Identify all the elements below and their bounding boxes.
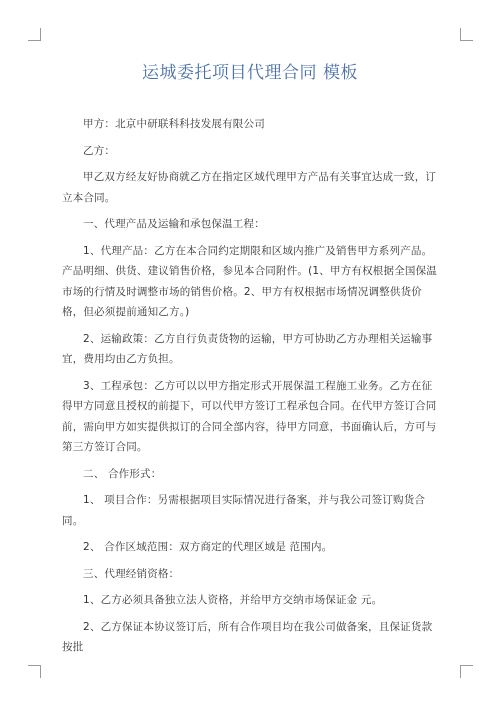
crop-mark-top-right xyxy=(460,28,473,41)
party-b-line: 乙方： xyxy=(83,144,116,157)
party-a-line: 甲方：北京中研联科科技发展有限公司 xyxy=(83,118,265,130)
clause-3-2: 2、乙方保证本协议签订后，所有合作项目均在我公司做备案，且保证货款按批 xyxy=(62,620,433,653)
crop-mark-bottom-left xyxy=(28,665,41,678)
clause-3-1: 1、乙方必须具备独立法人资格，并给甲方交纳市场保证金 元。 xyxy=(83,594,383,606)
document-body xyxy=(62,114,440,664)
section-2-heading: 二、 合作形式： xyxy=(83,467,162,480)
document-title: 运城委托项目代理合同 模板 xyxy=(142,63,358,83)
section-3-heading: 三、代理经销资格： xyxy=(83,567,180,580)
clause-1-1: 1、代理产品：乙方在本合同约定期限和区域内推广及销售甲方系列产品。产品明细、供货、建议销售价格，参见本合同附件。(1、甲方有权根据全国保温市场的行情及时调整市场的销售价格。2、甲方有权根据市场情况调整供货价格，但必须提前通知乙方。) xyxy=(62,244,437,318)
clause-2-1: 1、 项目合作：另需根据项目实际情况进行备案，并与我公司签订购货合同。 xyxy=(62,494,426,527)
clause-2-2: 2、 合作区域范围：双方商定的代理区域是 范围内。 xyxy=(83,541,333,553)
preamble-paragraph: 甲乙双方经友好协商就乙方在指定区域代理甲方产品有关事宜达成一致，订立本合同。 xyxy=(62,171,437,204)
crop-mark-top-left xyxy=(28,28,41,41)
clause-1-2: 2、运输政策：乙方自行负责货物的运输，甲方可协助乙方办理相关运输事宜，费用均由乙方负担。 xyxy=(62,332,433,365)
crop-mark-bottom-right xyxy=(460,665,473,678)
section-1-heading: 一、代理产品及运输和承包保温工程： xyxy=(83,218,265,230)
clause-1-3: 3、工程承包：乙方可以以甲方指定形式开展保温工程施工业务。乙方在征得甲方同意且授权的前提下，可以代甲方签订工程承包合同。在代甲方签订合同前，需向甲方如实提供拟订的合同全部内容，待甲方同意，书面确认后，方可与第三方签订合同。 xyxy=(62,379,437,453)
